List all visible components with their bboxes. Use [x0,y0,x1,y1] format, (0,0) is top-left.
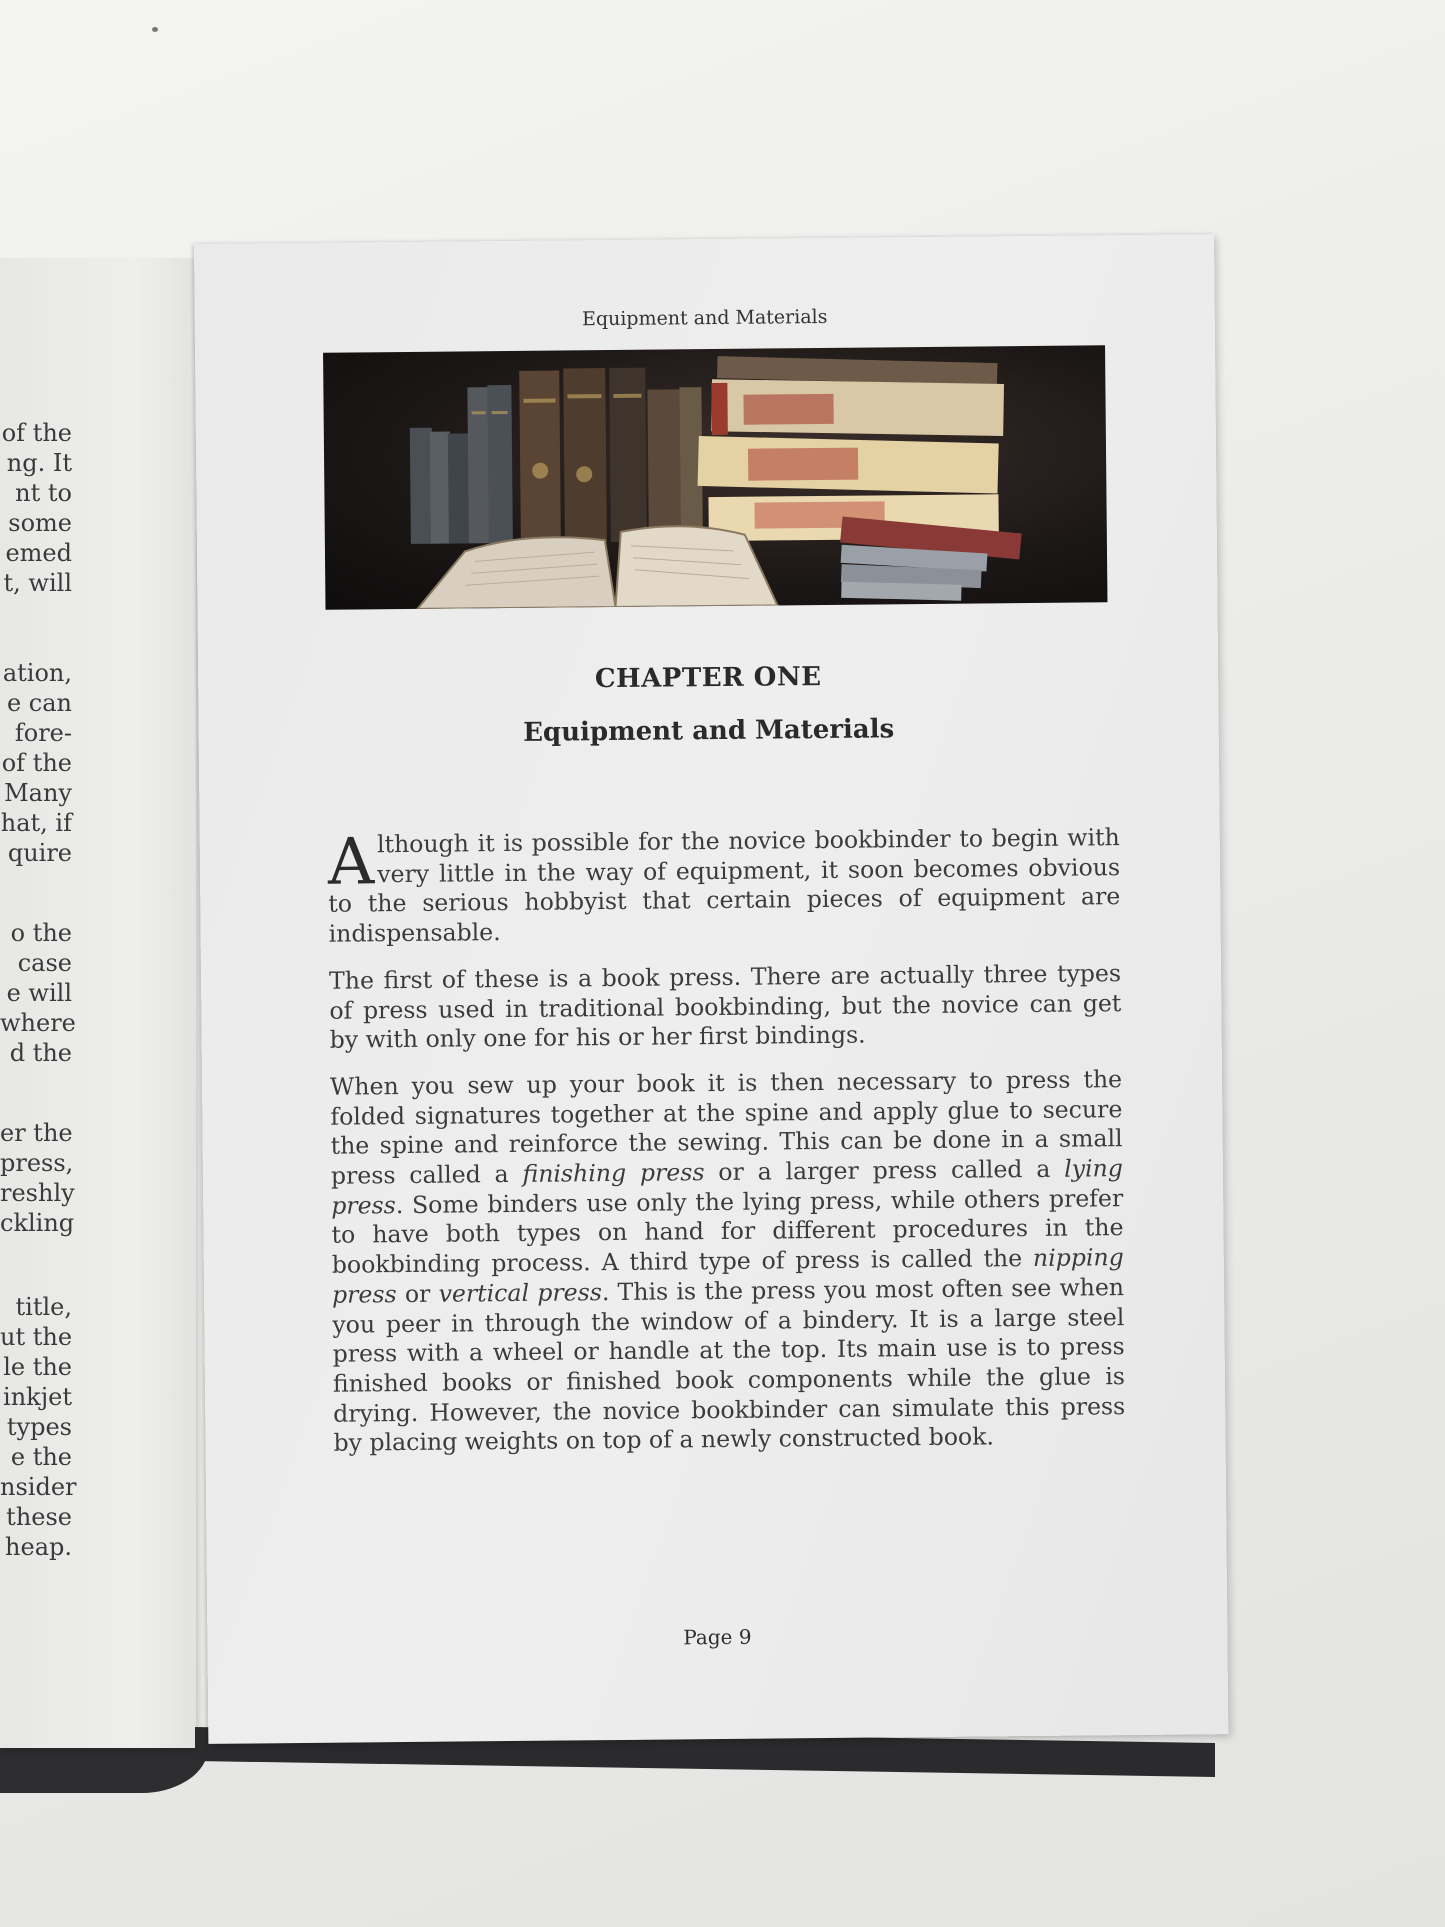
left-line: title, [15,1293,72,1321]
left-text-block [0,418,196,598]
banner-image [323,345,1107,609]
body-text [328,823,1126,1476]
left-line: press, [0,1149,74,1177]
left-line: nt to [15,479,72,507]
term-nipping-press: nipping press [331,1243,1124,1309]
left-line: inkjet [3,1383,72,1411]
term-vertical-press: vertical press [438,1277,602,1308]
left-line: ckling [0,1209,75,1237]
left-line: e can [6,689,72,717]
paragraph-3-text: . Some binders use only the lying press, while others prefer to have both types on hand for different procedures in the bookbinding process. A third type of press is called the [331,1183,1124,1279]
paragraph-3-text: . This is the press you most often see when you peer in through the window of a bindery. It is a large steel press with a wheel or handle at the top. Its main use is to press finished books or finished book components while the glue is drying. However, the novice bookbinder can simulate this press by placing weights on top of a newly constructed book. [332,1272,1126,1458]
dust-speck [152,27,158,32]
left-line: ut the [0,1323,73,1351]
chapter-label: CHAPTER ONE [594,661,822,695]
left-line: ation, [2,659,72,687]
page-number: Page 9 [683,1624,752,1650]
paragraph-3-text: or a larger press called a [704,1154,1065,1187]
paragraph-1 [328,823,1121,949]
left-line: these [6,1503,72,1531]
term-finishing-press: finishing press [522,1158,705,1188]
running-head: Equipment and Materials [581,305,828,331]
left-line: le the [3,1353,72,1381]
left-text-block [0,1118,196,1238]
left-text-block [0,1292,196,1562]
paragraph-3-text: When you sew up your book it is then necessary to press the folded signatures together at the spine and apply glue to secure the spine and reinforce the sewing. This can be done in a small press called a [329,1065,1123,1190]
left-text-block [0,918,196,1068]
left-line: nsider [0,1473,77,1501]
left-line: emed [5,539,72,567]
paragraph-2: The first of these is a book press. There are actually three types of press used in traditional bookbinding, but the novice can get by with only one for his or her first bindings. [328,958,1122,1054]
left-line: heap. [5,1533,72,1561]
left-line: o the [10,919,72,947]
left-line: d the [9,1039,72,1067]
left-line: e will [6,979,72,1007]
left-line: of the [1,749,72,777]
left-text-block [0,658,196,868]
left-facing-page [0,258,196,1748]
left-line: t, will [3,569,72,597]
left-line: of the [1,419,72,447]
left-line: fore- [14,719,72,747]
paragraph-3-text: or [396,1279,439,1308]
left-line: e the [10,1443,72,1471]
paragraph-1-text: lthough it is possible for the novice bookbinder to begin with very little in the way of equipment, it soon becomes obvious to the serious hobbyist that certain pieces of equipment are indispensable. [328,823,1121,948]
term-lying-press: lying press [331,1154,1124,1220]
book-page [194,234,1228,1744]
paragraph-3 [330,1065,1126,1459]
left-line: where [0,1009,76,1037]
left-line: Many [4,779,72,807]
chapter-title: Equipment and Materials [523,714,895,748]
drop-cap: A [327,825,375,900]
left-line: types [6,1413,72,1441]
antique-books-illustration [323,345,1107,609]
left-line: reshly [0,1179,75,1207]
left-line: quire [7,839,72,867]
left-line: case [17,949,72,977]
left-line: ng. It [6,449,72,477]
left-line: er the [0,1119,73,1147]
left-line: hat, if [0,809,72,837]
left-line: some [8,509,72,537]
